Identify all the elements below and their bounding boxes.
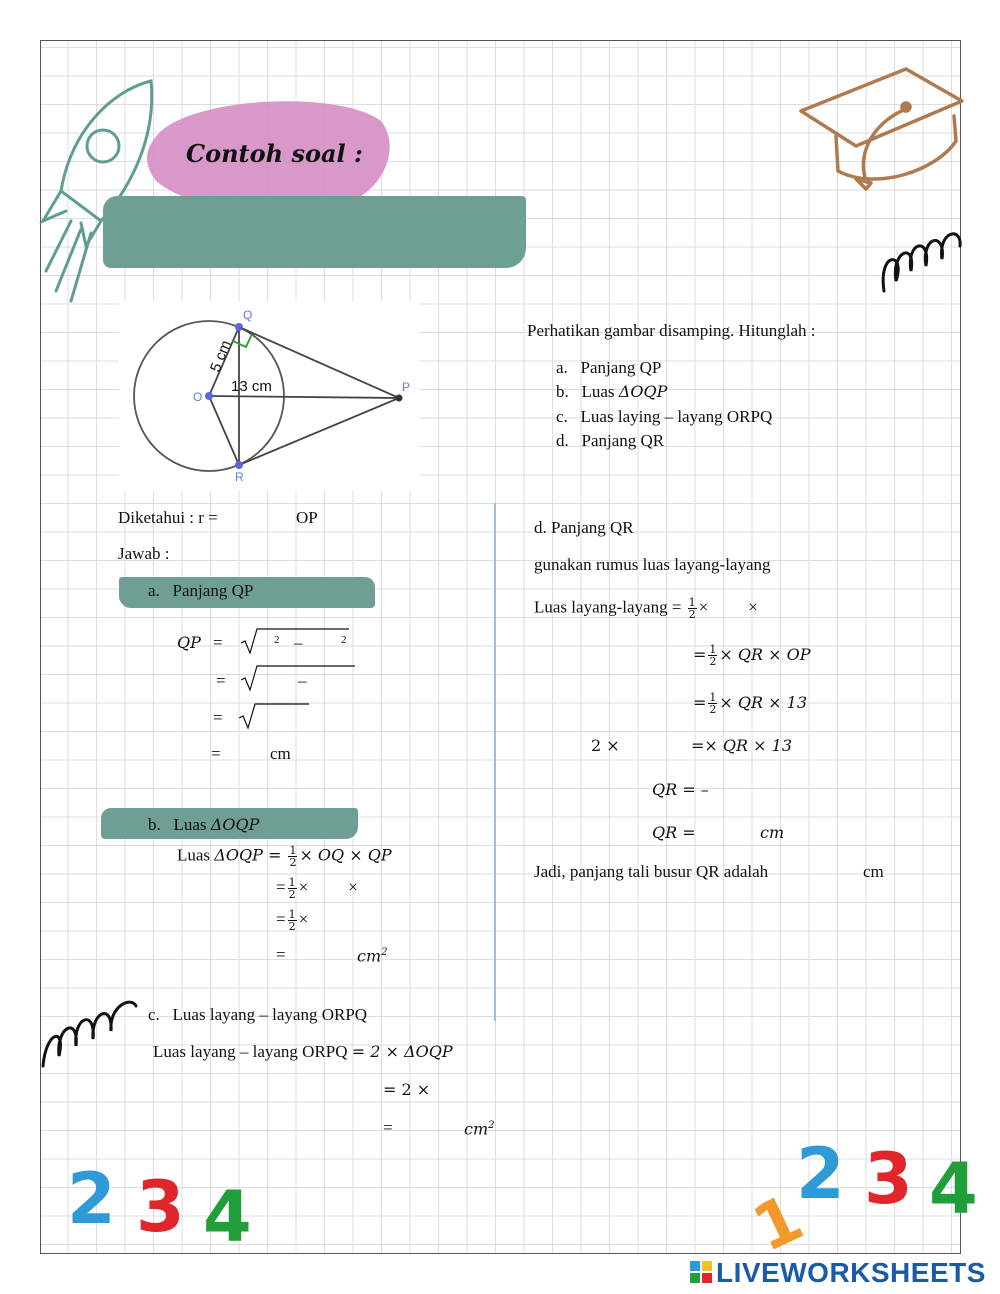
sq-exp-2: 2 bbox=[341, 634, 347, 646]
qp-step2-input-b[interactable] bbox=[313, 672, 355, 692]
qp-step1-input-b[interactable] bbox=[311, 635, 341, 655]
known-op-label: OP bbox=[296, 508, 318, 527]
cm2-b: $cm^2$ bbox=[357, 946, 388, 966]
qp-symbol: QP bbox=[177, 633, 201, 652]
qr-result-input[interactable] bbox=[704, 824, 760, 844]
qp-result-input[interactable] bbox=[229, 744, 273, 764]
digit-4-left: 4 bbox=[203, 1176, 252, 1258]
part-d-line4-rest: =× QR × 13 bbox=[691, 736, 792, 755]
digit-1-right: 1 bbox=[742, 1181, 815, 1267]
geometry-figure bbox=[119, 301, 419, 491]
part-d-conclusion: Jadi, panjang tali busur QR adalah bbox=[534, 862, 769, 881]
op-input[interactable] bbox=[331, 508, 395, 530]
question-item-c: c. Luas laying – layang ORPQ bbox=[556, 407, 773, 426]
squiggle-doodle-left-icon bbox=[41, 981, 141, 1071]
luas-c-input[interactable] bbox=[436, 1081, 490, 1101]
layang-input-d2[interactable] bbox=[796, 599, 840, 619]
part-c-line1: Luas layang – layang ORPQ = 2 × ΔOQP bbox=[153, 1042, 453, 1061]
radius-label: 5 cm bbox=[206, 337, 235, 375]
half-fraction: $\frac{1}{2}$ bbox=[289, 844, 297, 869]
digit-4-right: 4 bbox=[929, 1148, 978, 1230]
part-d-heading: d. Panjang QR bbox=[534, 518, 634, 537]
part-b-line3: = $\frac{1}{2}$ × bbox=[276, 908, 309, 933]
worksheet-page bbox=[40, 40, 978, 1267]
title-band bbox=[103, 196, 526, 268]
cm-a: cm bbox=[270, 744, 291, 763]
question-item-b: b. Luas ΔOQP bbox=[556, 382, 668, 401]
part-d-line6: QR = bbox=[652, 823, 696, 842]
qr-conclusion-input[interactable] bbox=[811, 862, 863, 882]
qp-step2-input-a[interactable] bbox=[257, 672, 295, 692]
part-b-line4: = bbox=[276, 945, 286, 964]
part-d-line5: QR = – bbox=[652, 780, 709, 799]
digit-3-left: 3 bbox=[136, 1166, 185, 1248]
squiggle-doodle-icon bbox=[876, 211, 962, 301]
title-text: Contoh soal : bbox=[186, 139, 363, 168]
eq-a4: = bbox=[211, 744, 221, 763]
eq-a3: = bbox=[213, 708, 223, 727]
qp-step1-input-a[interactable] bbox=[255, 635, 275, 655]
part-a-heading: a. Panjang QP bbox=[148, 581, 254, 600]
label-p: P bbox=[402, 380, 411, 394]
luas-c-result-input[interactable] bbox=[406, 1118, 462, 1138]
part-b-heading: b. Luas ΔOQP bbox=[148, 815, 260, 834]
digit-2-right: 2 bbox=[796, 1133, 845, 1215]
part-c-line3: = bbox=[383, 1118, 393, 1137]
cm2-c: $cm^2$ bbox=[464, 1119, 495, 1139]
eq-a1: = bbox=[213, 633, 223, 652]
liveworksheets-logo: LIVEWORKSHEETS bbox=[690, 1257, 986, 1289]
qp-step3-input[interactable] bbox=[257, 709, 311, 729]
luas-b-input-qp[interactable] bbox=[368, 879, 410, 899]
answer-label: Jawab : bbox=[118, 544, 170, 563]
part-d-line4-two: 2 × bbox=[591, 736, 620, 755]
part-d-hint: gunakan rumus luas layang-layang bbox=[534, 555, 771, 574]
part-d-line2: = $\frac{1}{2}$ × QR × OP bbox=[693, 643, 811, 668]
layang-input-d1[interactable] bbox=[739, 599, 781, 619]
part-b-line2: = $\frac{1}{2}$ × × bbox=[276, 876, 358, 901]
label-r: R bbox=[235, 470, 244, 484]
op-length-label: 13 cm bbox=[231, 378, 272, 395]
luas-b-input-product[interactable] bbox=[311, 911, 365, 931]
column-divider bbox=[494, 503, 496, 1021]
sq-exp-1: 2 bbox=[274, 634, 280, 646]
digit-2-left: 2 bbox=[67, 1158, 116, 1240]
cm-d-italic: cm bbox=[760, 823, 785, 842]
digit-3-right: 3 bbox=[864, 1138, 913, 1220]
logo-grid-icon bbox=[690, 1261, 712, 1283]
part-d-line1: Luas layang-layang = $\frac{1}{2}$ × × bbox=[534, 596, 758, 621]
part-d-line3: = $\frac{1}{2}$ × QR × 13 bbox=[693, 691, 807, 716]
cm-d: cm bbox=[863, 862, 884, 881]
question-item-d: d. Panjang QR bbox=[556, 431, 665, 450]
part-c-line2: = 2 × bbox=[383, 1080, 431, 1099]
known-label: Diketahui : r = bbox=[118, 508, 218, 527]
label-q: Q bbox=[243, 308, 253, 322]
luas-b-input-oq[interactable] bbox=[311, 879, 353, 899]
eq-a2: = bbox=[216, 671, 226, 690]
circle-diagram bbox=[119, 301, 419, 491]
luas-b-result-input[interactable] bbox=[299, 945, 355, 965]
layang-input-d3[interactable] bbox=[631, 737, 685, 757]
minus-a2: – bbox=[298, 671, 307, 690]
label-o: O bbox=[193, 390, 203, 404]
radius-input[interactable] bbox=[226, 508, 290, 530]
part-b-line1: Luas ΔOQP = $\frac{1}{2}$ × OQ × QP bbox=[177, 844, 392, 869]
minus-a1: – bbox=[294, 633, 303, 652]
part-c-heading: c. Luas layang – layang ORPQ bbox=[148, 1005, 368, 1024]
question-intro: Perhatikan gambar disamping. Hitunglah : bbox=[527, 321, 816, 340]
graduation-cap-icon bbox=[796, 61, 962, 201]
question-item-a: a. Panjang QP bbox=[556, 358, 662, 377]
